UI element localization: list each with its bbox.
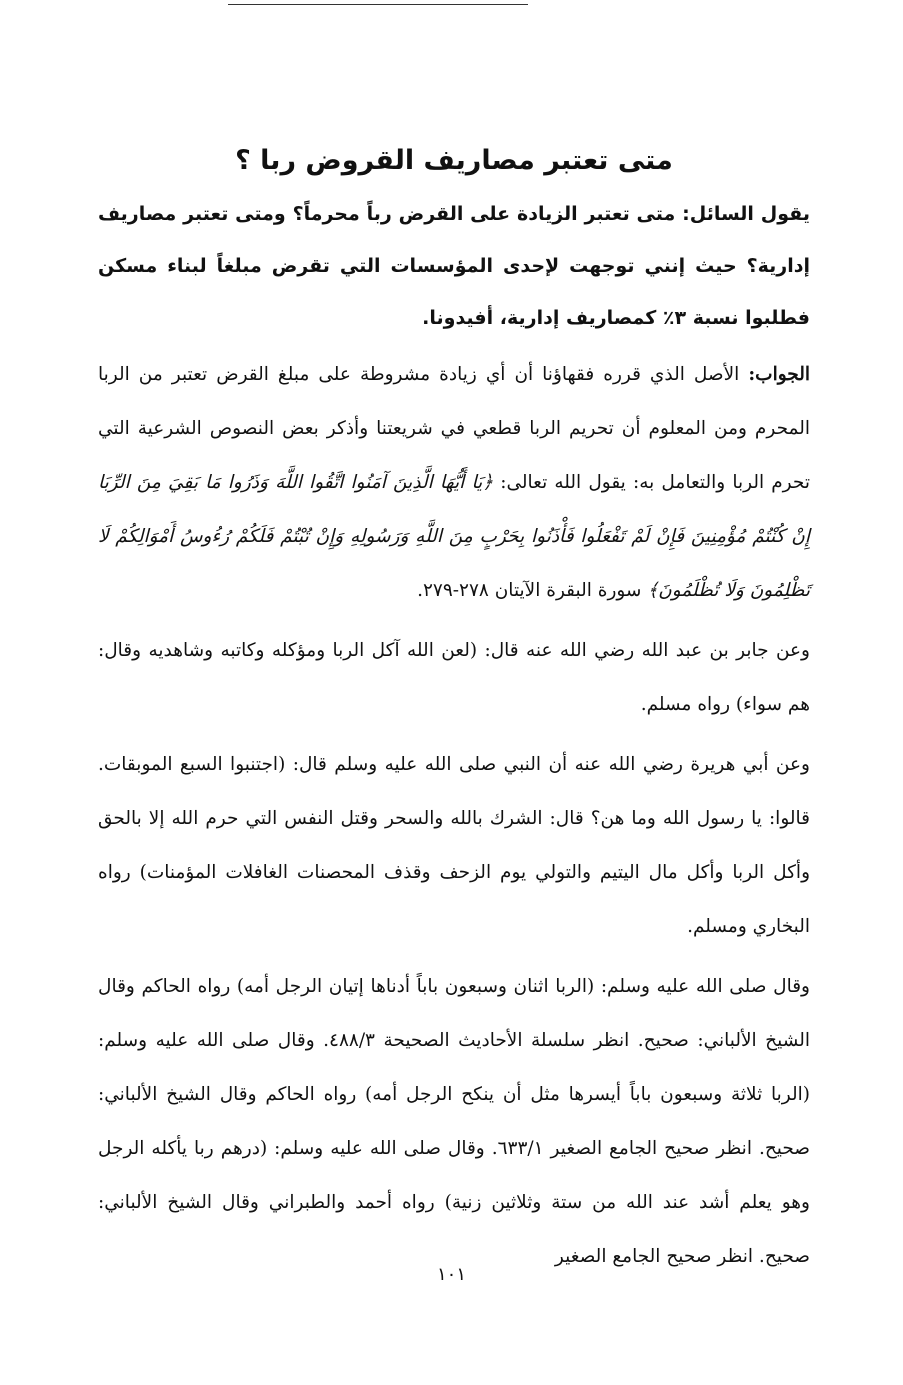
page-title: متى تعتبر مصاريف القروض ربا ؟ — [235, 145, 673, 176]
verse-reference: سورة البقرة الآيتان ٢٧٨-٢٧٩. — [417, 580, 642, 601]
hadith-abu-hurayrah: وعن أبي هريرة رضي الله عنه أن النبي صلى الله عليه وسلم قال: (اجتنبوا السبع الموبقات. قالوا: يا رسول الله وما هن؟ قال: الشرك بالله والسحر وقتل النفس التي حرم الله إلا بالحق وأكل الربا وأكل مال اليتيم والتولي يوم الزحف وقذف المحصنات الغافلات المؤمنات) رواه البخاري ومسلم. — [98, 754, 810, 937]
top-rule — [228, 4, 528, 5]
hadith-riba-chapters: وقال صلى الله عليه وسلم: (الربا اثنان وسبعون باباً أدناها إتيان الرجل أمه) رواه الحاكم وقال الشيخ الألباني: صحيح. انظر سلسلة الأحاديث الصحيحة ٤٨٨/٣. وقال صلى الله عليه وسلم: (الربا ثلاثة وسبعون باباً أيسرها مثل أن ينكح الرجل أمه) رواه الحاكم وقال الشيخ الألباني: صحيح. انظر صحيح الجامع الصغير ٦٣٣/١. وقال صلى الله عليه وسلم: (درهم ربا يأكله الرجل وهو يعلم أشد عند الله من ستة وثلاثين زنية) رواه أحمد والطبراني وقال الشيخ الألباني: صحيح. انظر صحيح الجامع الصغير — [98, 976, 810, 1267]
answer-text: الأصل الذي قرره فقهاؤنا أن أي زيادة مشروطة على مبلغ القرض تعتبر من الربا المحرم ومن المعلوم أن تحريم الربا قطعي في شريعتنا وأذكر بعض النصوص الشرعية التي تحرم الربا والتعامل به: يقول الله تعالى: — [98, 364, 810, 493]
page-number: ١٠١ — [436, 1264, 466, 1285]
answer-paragraph — [98, 348, 810, 618]
question-text: متى تعتبر الزيادة على القرض رباً محرماً؟ ومتى تعتبر مصاريف إدارية؟ حيث إنني توجهت لإحدى المؤسسات التي تقرض مبلغاً لبناء مسكن فطلبوا نسبة ٣٪ كمصاريف إدارية، أفيدونا. — [98, 203, 810, 329]
answer-label: الجواب: — [748, 364, 810, 385]
question-paragraph — [98, 188, 810, 344]
page-body — [98, 138, 810, 1284]
question-label: يقول السائل: — [682, 203, 810, 225]
quran-verse: ﴿يَا أَيُّهَا الَّذِينَ آمَنُوا اتَّقُوا اللَّهَ وَذَرُوا مَا بَقِيَ مِنَ الرِّبَا إِنْ كُنْتُمْ مُؤْمِنِينَ فَإِنْ لَمْ تَفْعَلُوا فَأْذَنُوا بِحَرْبٍ مِنَ اللَّهِ وَرَسُولِهِ وَإِنْ تُبْتُمْ فَلَكُمْ رُءُوسُ أَمْوَالِكُمْ لَا تَظْلِمُونَ وَلَا تُظْلَمُونَ﴾ — [98, 472, 810, 601]
hadith-jabir: وعن جابر بن عبد الله رضي الله عنه قال: (لعن الله آكل الربا ومؤكله وكاتبه وشاهديه وقال: هم سواء) رواه مسلم. — [98, 640, 810, 715]
